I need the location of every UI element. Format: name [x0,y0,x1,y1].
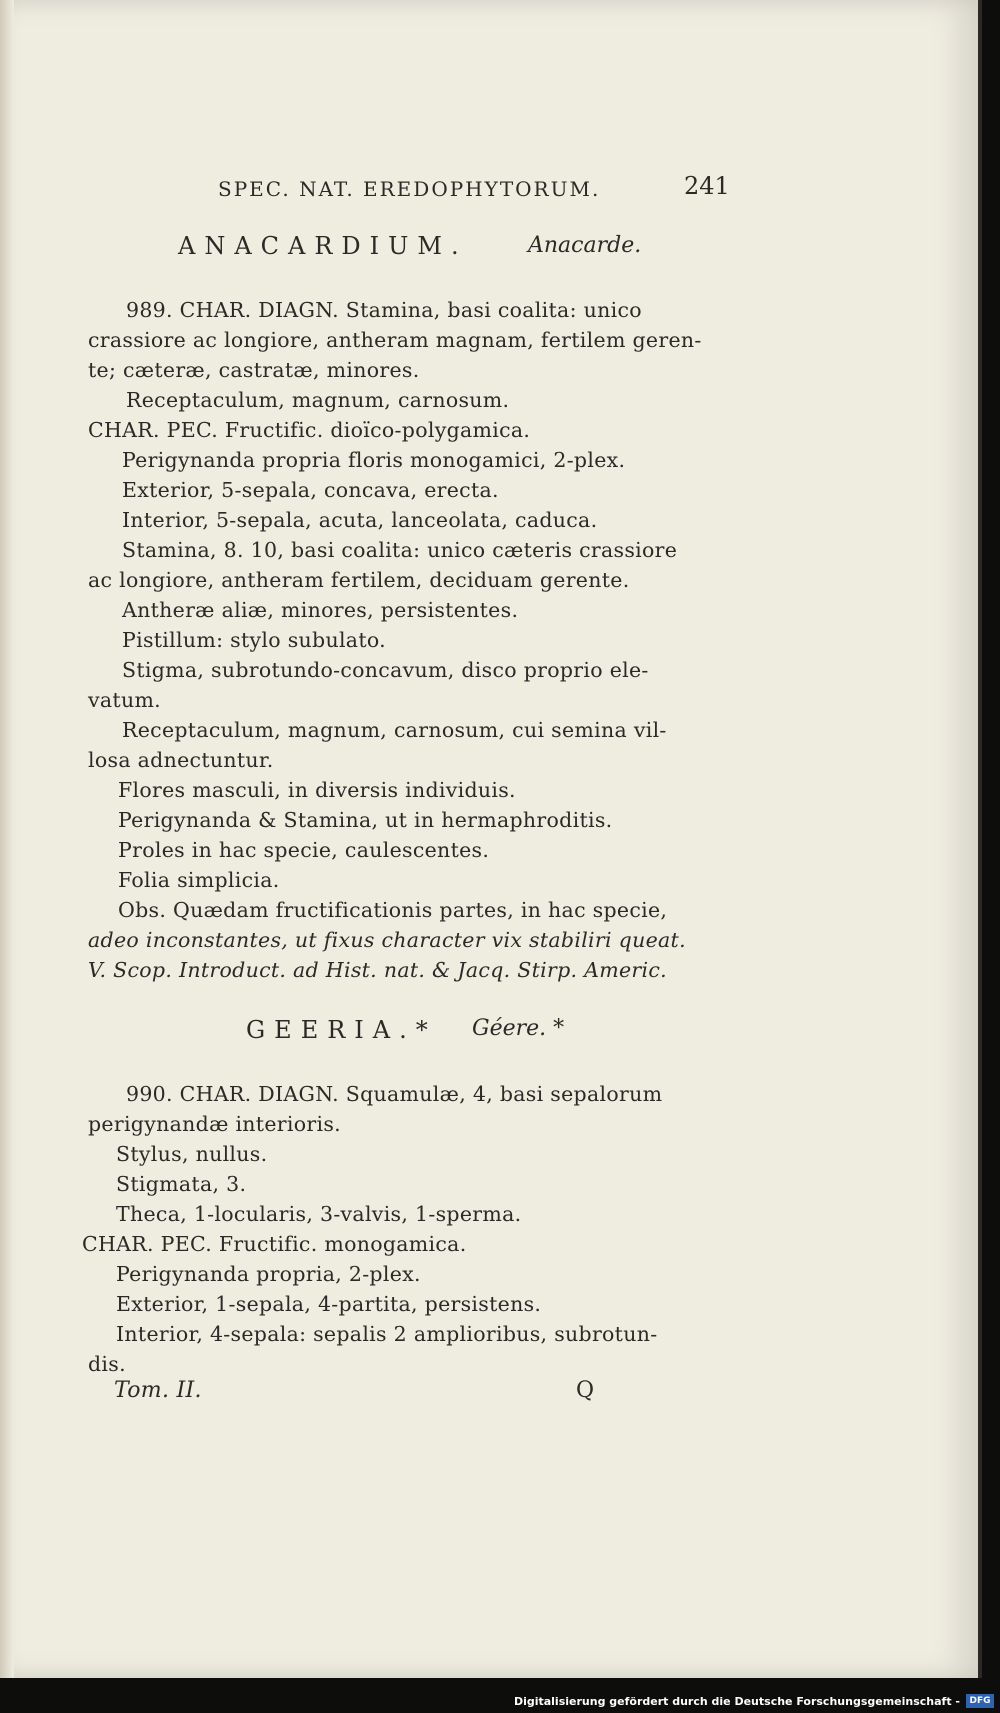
funding-credit: Digitalisierung gefördert durch die Deutsche Forschungsgemeinschaft - [513,1695,960,1708]
genus-heading-geeria: GEERIA.* [246,1016,437,1044]
text-line: dis. [88,1352,126,1376]
genus-heading-anacardium: ANACARDIUM. [178,232,468,260]
signature-mark: Q [576,1378,595,1403]
text-line: Perigynanda & Stamina, ut in hermaphroditis. [118,808,613,832]
text-line: crassiore ac longiore, antheram magnam, fertilem geren- [88,328,702,352]
text-line: ac longiore, antheram fertilem, deciduam gerente. [88,568,630,592]
text-line: vatum. [88,688,161,712]
text-line: CHAR. PEC. Fructific. dioïco-polygamica. [88,418,531,442]
text-line: adeo inconstantes, ut fixus character vix stabiliri queat. [88,928,686,952]
text-line: CHAR. PEC. Fructific. monogamica. [82,1232,467,1256]
text-line: te; cæteræ, castratæ, minores. [88,358,420,382]
dfg-logo: DFG [966,1694,994,1708]
text-line: Perigynanda propria floris monogamici, 2-plex. [122,448,626,472]
text-line: Theca, 1-locularis, 3-valvis, 1-sperma. [116,1202,522,1226]
text-line: Interior, 5-sepala, acuta, lanceolata, caduca. [122,508,598,532]
text-line: Exterior, 1-sepala, 4-partita, persistens. [116,1292,542,1316]
text-line: Stigmata, 3. [116,1172,247,1196]
text-line: Stigma, subrotundo-concavum, disco proprio ele- [122,658,649,682]
text-line: Stamina, 8. 10, basi coalita: unico cæteris crassiore [122,538,678,562]
text-line: 989. CHAR. DIAGN. Stamina, basi coalita: unico [126,298,642,322]
text-line: 990. CHAR. DIAGN. Squamulæ, 4, basi sepalorum [126,1082,663,1106]
text-line: Antheræ aliæ, minores, persistentes. [122,598,519,622]
page-number: 241 [684,172,730,200]
text-line: losa adnectuntur. [88,748,274,772]
text-line: Exterior, 5-sepala, concava, erecta. [122,478,499,502]
volume-mark: Tom. II. [114,1378,202,1403]
text-line: Receptaculum, magnum, carnosum, cui semina vil- [122,718,667,742]
page-spine-shadow [0,0,14,1678]
genus-french-name-geeria: Géere. * [472,1016,565,1041]
text-line: perigynandæ interioris. [88,1112,341,1136]
text-line: Perigynanda propria, 2-plex. [116,1262,421,1286]
text-line: Obs. Quædam fructificationis partes, in hac specie, [118,898,668,922]
text-line: Folia simplicia. [118,868,280,892]
text-line: Proles in hac specie, caulescentes. [118,838,490,862]
text-line: Stylus, nullus. [116,1142,268,1166]
text-line: Interior, 4-sepala: sepalis 2 amplioribus, subrotun- [116,1322,658,1346]
genus-french-name-anacardium: Anacarde. [528,233,642,258]
running-head: SPEC. NAT. EREDOPHYTORUM. [218,177,601,201]
text-line: Receptaculum, magnum, carnosum. [126,388,510,412]
text-line: Flores masculi, in diversis individuis. [118,778,516,802]
text-line: Pistillum: stylo subulato. [122,628,386,652]
text-line: V. Scop. Introduct. ad Hist. nat. & Jacq. Stirp. Americ. [88,958,667,982]
